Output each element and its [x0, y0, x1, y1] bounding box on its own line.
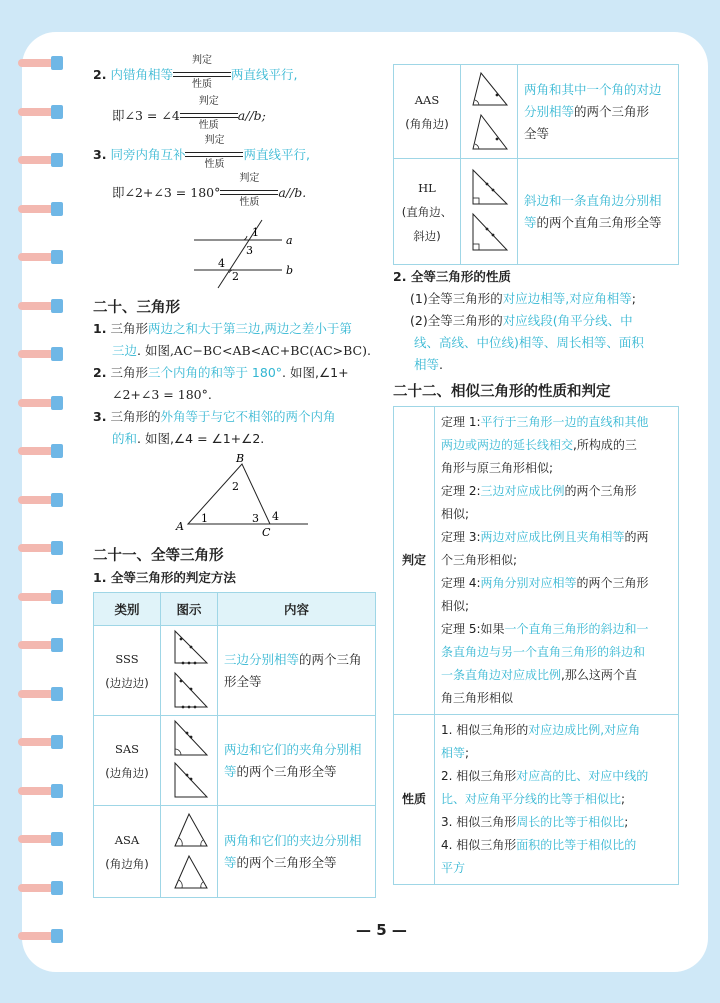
line-c: 一条直角边对应成比例 [441, 668, 562, 682]
binder-ring [18, 493, 64, 507]
fig2-label-1: 1 [201, 512, 208, 525]
binder-ring [18, 541, 64, 555]
asa-triangles [167, 808, 211, 892]
binder-ring [18, 347, 64, 361]
binder-ring [18, 638, 64, 652]
binder-ring [18, 299, 64, 313]
table-row: ASA (角边角) 两角和它们的夹边分别相 等的两个三角形全等 [94, 806, 376, 898]
sss-triangles [167, 627, 211, 711]
section-20-title: 二十、三角形 [93, 300, 180, 316]
binder-ring [18, 881, 64, 895]
table-row [394, 715, 679, 885]
text-line [441, 457, 672, 480]
line-pre: 4. 相似三角形 [441, 838, 517, 852]
line-post: ,那么这两个直 [561, 668, 637, 682]
aas-triangles [467, 67, 511, 153]
text-line [441, 641, 672, 664]
header-category: 类别 [94, 593, 161, 626]
fig1-label-a: a [286, 234, 293, 247]
judge-label: 判定 [394, 407, 435, 715]
binder-ring [18, 590, 64, 604]
triangle-figure [170, 452, 320, 540]
s20-p3b: 的和. 如图,∠4 = ∠1+∠2. [112, 431, 265, 446]
sas-triangles [167, 717, 211, 801]
prop-item1: (1)全等三角形的对应边相等,对应角相等; [410, 291, 636, 306]
text-line [441, 664, 672, 687]
judge-arrow: $\frac{\text{判定}}{\text{性质}}$ [173, 67, 231, 84]
table-row [394, 407, 679, 715]
fig1-label-4: 4 [218, 257, 225, 270]
line-post: 的两个三角形 [564, 484, 637, 498]
line-c: 两边对应成比例且夹角相等 [480, 530, 625, 544]
header-content: 内容 [218, 593, 376, 626]
text-line [441, 788, 672, 811]
item2-line2: 即∠3 = ∠4 $\frac{\text{判定}}{\text{性质}}$ a//b; [112, 96, 266, 131]
table-row: SSS (边边边) 三边分别相等的两个三角 形全等 [94, 626, 376, 716]
text-line [441, 811, 672, 834]
s20-p2b: ∠2+∠3 = 180°. [112, 387, 212, 402]
line-c: 平方 [441, 861, 466, 875]
line-c: 相等 [441, 746, 466, 760]
binder-ring [18, 105, 64, 119]
prop-item2c: 相等. [414, 357, 443, 372]
text-line [441, 572, 672, 595]
table-row: SAS (边角边) 两边和它们的夹角分别相 等的两个三角形全等 [94, 716, 376, 806]
parallel-lines-figure [190, 214, 300, 290]
hl-triangles [467, 162, 511, 258]
s20-p1a: 1. 三角形两边之和大于第三边,两边之差小于第 [93, 321, 352, 336]
binder-ring [18, 687, 64, 701]
page-number: — 5 — [356, 921, 407, 939]
line-pre: 相似; [441, 599, 470, 613]
fig2-label-4: 4 [272, 510, 279, 523]
line-c: 对应高的比、对应中线的 [516, 769, 649, 783]
line-pre: 1. 相似三角形的 [441, 723, 529, 737]
text-line [441, 480, 672, 503]
fig2-label-A: A [176, 520, 184, 533]
line-c: 比、对应角平分线的比等于相似比 [441, 792, 622, 806]
fig2-label-B: B [236, 452, 245, 465]
line-post: ,所构成的三 [573, 438, 637, 452]
binder-ring [18, 784, 64, 798]
congruence-table-right [393, 64, 679, 265]
line-c: 一个直角三角形的斜边和一 [504, 622, 649, 636]
header-figure: 图示 [161, 593, 218, 626]
judge-content [435, 407, 679, 715]
text-line [441, 595, 672, 618]
line-pre: 定理 5:如果 [441, 622, 505, 636]
item3-line2: 即∠2+∠3 = 180° $\frac{\text{判定}}{\text{性质}}$ a//b. [112, 173, 307, 208]
s20-p3a: 3. 三角形的外角等于与它不相邻的两个内角 [93, 409, 336, 424]
line-c: 条直角边与另一个直角三角形的斜边和 [441, 645, 646, 659]
line-pre: 定理 1: [441, 415, 481, 429]
text-line [441, 618, 672, 641]
section-22-title: 二十二、相似三角形的性质和判定 [393, 384, 611, 400]
text-line [441, 765, 672, 788]
prop-item2a: (2)全等三角形的对应线段(角平分线、中 [410, 313, 633, 328]
line-pre: 个三角形相似; [441, 553, 518, 567]
s21-subtitle: 1. 全等三角形的判定方法 [93, 570, 236, 585]
fig2-label-2: 2 [232, 480, 239, 493]
text-line [441, 719, 672, 742]
prop-item2b: 线、高线、中位线)相等、周长相等、面积 [414, 335, 644, 350]
line-post: ; [624, 815, 629, 829]
line-post: ; [465, 746, 470, 760]
fig2-label-3: 3 [252, 512, 259, 525]
binder-ring [18, 202, 64, 216]
text-line [441, 742, 672, 765]
binder-ring [18, 396, 64, 410]
text-line [441, 411, 672, 434]
text-line [441, 687, 672, 710]
s20-p1b: 三边. 如图,AC−BC<AB<AC+BC(AC>BC). [112, 343, 371, 358]
congruence-table-left [93, 592, 376, 898]
line-c: 对应边成比例,对应角 [528, 723, 641, 737]
line-c: 周长的比等于相似比 [516, 815, 625, 829]
line-pre: 相似; [441, 507, 470, 521]
item2-line1: 2. 内错角相等 $\frac{\text{判定}}{\text{性质}}$ 两直线平行, [93, 55, 298, 90]
line-c: 两角分别对应相等 [480, 576, 577, 590]
similarity-table [393, 406, 679, 885]
item3-line1: 3. 同旁内角互补 $\frac{\text{判定}}{\text{性质}}$ 两直线平行, [93, 135, 310, 170]
table-row: HL (直角边、 斜边) 斜边和一条直角边分别相 等的两个直角三角形全等 [394, 159, 679, 265]
nature-content [435, 715, 679, 885]
text-line [441, 503, 672, 526]
fig2-label-C: C [262, 526, 271, 539]
line-pre: 定理 3: [441, 530, 481, 544]
binder-ring [18, 832, 64, 846]
table-row: AAS (角角边) 两角和其中一个角的对边 分别相等的两个三角形 全等 [394, 65, 679, 159]
text-line [441, 434, 672, 457]
fig1-label-2: 2 [232, 270, 239, 283]
binder-ring [18, 153, 64, 167]
line-c: 面积的比等于相似比的 [516, 838, 637, 852]
nature-label: 性质 [394, 715, 435, 885]
line-pre: 角形与原三角形相似; [441, 461, 554, 475]
line-post: 的两 [624, 530, 649, 544]
line-pre: 角三角形相似 [441, 691, 514, 705]
text-line [441, 834, 672, 857]
line-post: 的两个三角形 [576, 576, 649, 590]
s20-p2a: 2. 三角形三个内角的和等于 180°. 如图,∠1+ [93, 365, 349, 380]
line-pre: 定理 2: [441, 484, 481, 498]
binder-ring [18, 250, 64, 264]
text-line [441, 857, 672, 880]
binder-ring [18, 444, 64, 458]
line-post: ; [621, 792, 626, 806]
section-21-title: 二十一、全等三角形 [93, 548, 224, 564]
binder-ring [18, 735, 64, 749]
line-c: 三边对应成比例 [480, 484, 565, 498]
line-pre: 3. 相似三角形 [441, 815, 517, 829]
fig1-label-1: 1 [252, 226, 259, 239]
line-c: 平行于三角形一边的直线和其他 [480, 415, 649, 429]
fig1-label-3: 3 [246, 244, 253, 257]
text-line [441, 526, 672, 549]
line-pre: 定理 4: [441, 576, 481, 590]
prop-title: 2. 全等三角形的性质 [393, 269, 511, 284]
binder-ring [18, 56, 64, 70]
fig1-label-b: b [286, 264, 294, 277]
binder-ring [18, 929, 64, 943]
line-pre: 2. 相似三角形 [441, 769, 517, 783]
line-c: 两边或两边的延长线相交 [441, 438, 574, 452]
text-line [441, 549, 672, 572]
